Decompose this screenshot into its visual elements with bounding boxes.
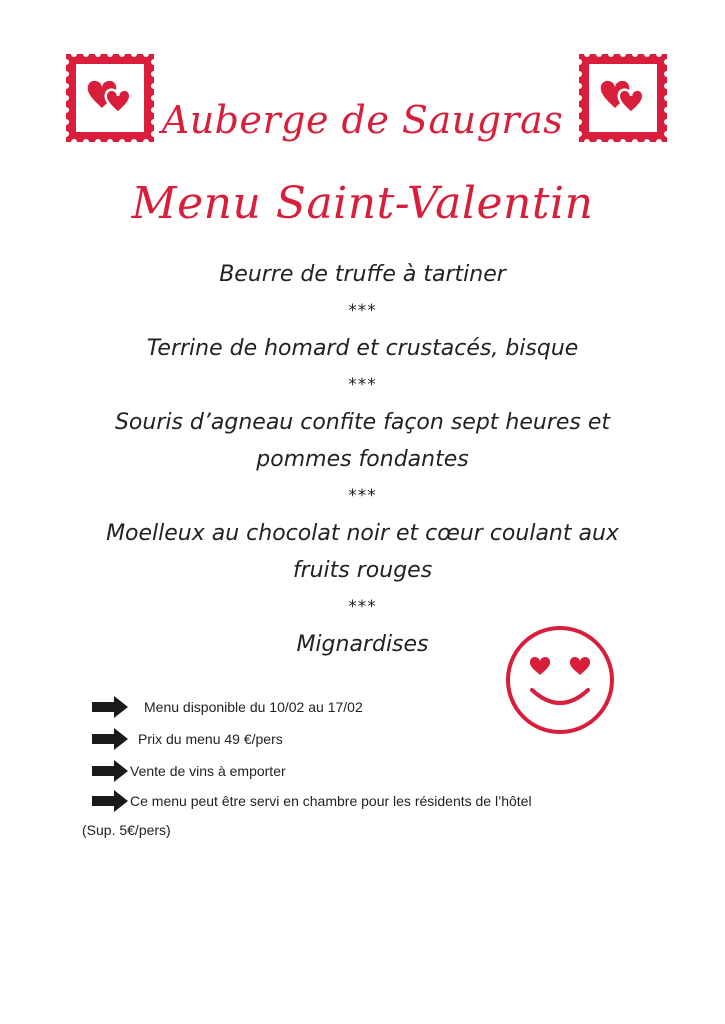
course-item: Beurre de truffe à tartiner (219, 262, 506, 287)
arrow-right-icon (92, 790, 128, 812)
course-item: Moelleux au chocolat noir et cœur coulant aux (106, 521, 619, 546)
info-item (92, 696, 363, 718)
course-item-continued: fruits rouges (292, 558, 433, 583)
arrow-right-icon (92, 728, 128, 750)
info-item (92, 760, 286, 782)
arrow-right-icon (92, 760, 128, 782)
menu-title: Menu Saint-Valentin (131, 178, 594, 229)
course-separator: *** (348, 301, 377, 321)
course-separator: *** (348, 486, 377, 506)
course-item: Souris d’agneau confite façon sept heures et (114, 410, 611, 435)
menu-courses (60, 256, 665, 663)
info-item-text: Prix du menu 49 €/pers (138, 731, 283, 747)
course-item-continued: pommes fondantes (256, 447, 469, 472)
arrow-right-icon (92, 696, 128, 718)
course-item: Terrine de homard et crustacés, bisque (146, 336, 579, 361)
info-item-text: Vente de vins à emporter (130, 763, 286, 779)
course-separator: *** (348, 375, 377, 395)
restaurant-name: Auberge de Saugras (161, 98, 564, 142)
course-separator: *** (348, 597, 377, 617)
room-service-surcharge: (Sup. 5€/pers) (82, 822, 171, 838)
info-item (92, 728, 283, 750)
info-item-text: Menu disponible du 10/02 au 17/02 (144, 699, 363, 715)
info-item-text: Ce menu peut être servi en chambre pour les résidents de l’hôtel (130, 793, 532, 809)
course-item: Mignardises (296, 632, 429, 657)
info-item (92, 790, 532, 812)
heart-eyes-smiley-icon (504, 624, 616, 736)
